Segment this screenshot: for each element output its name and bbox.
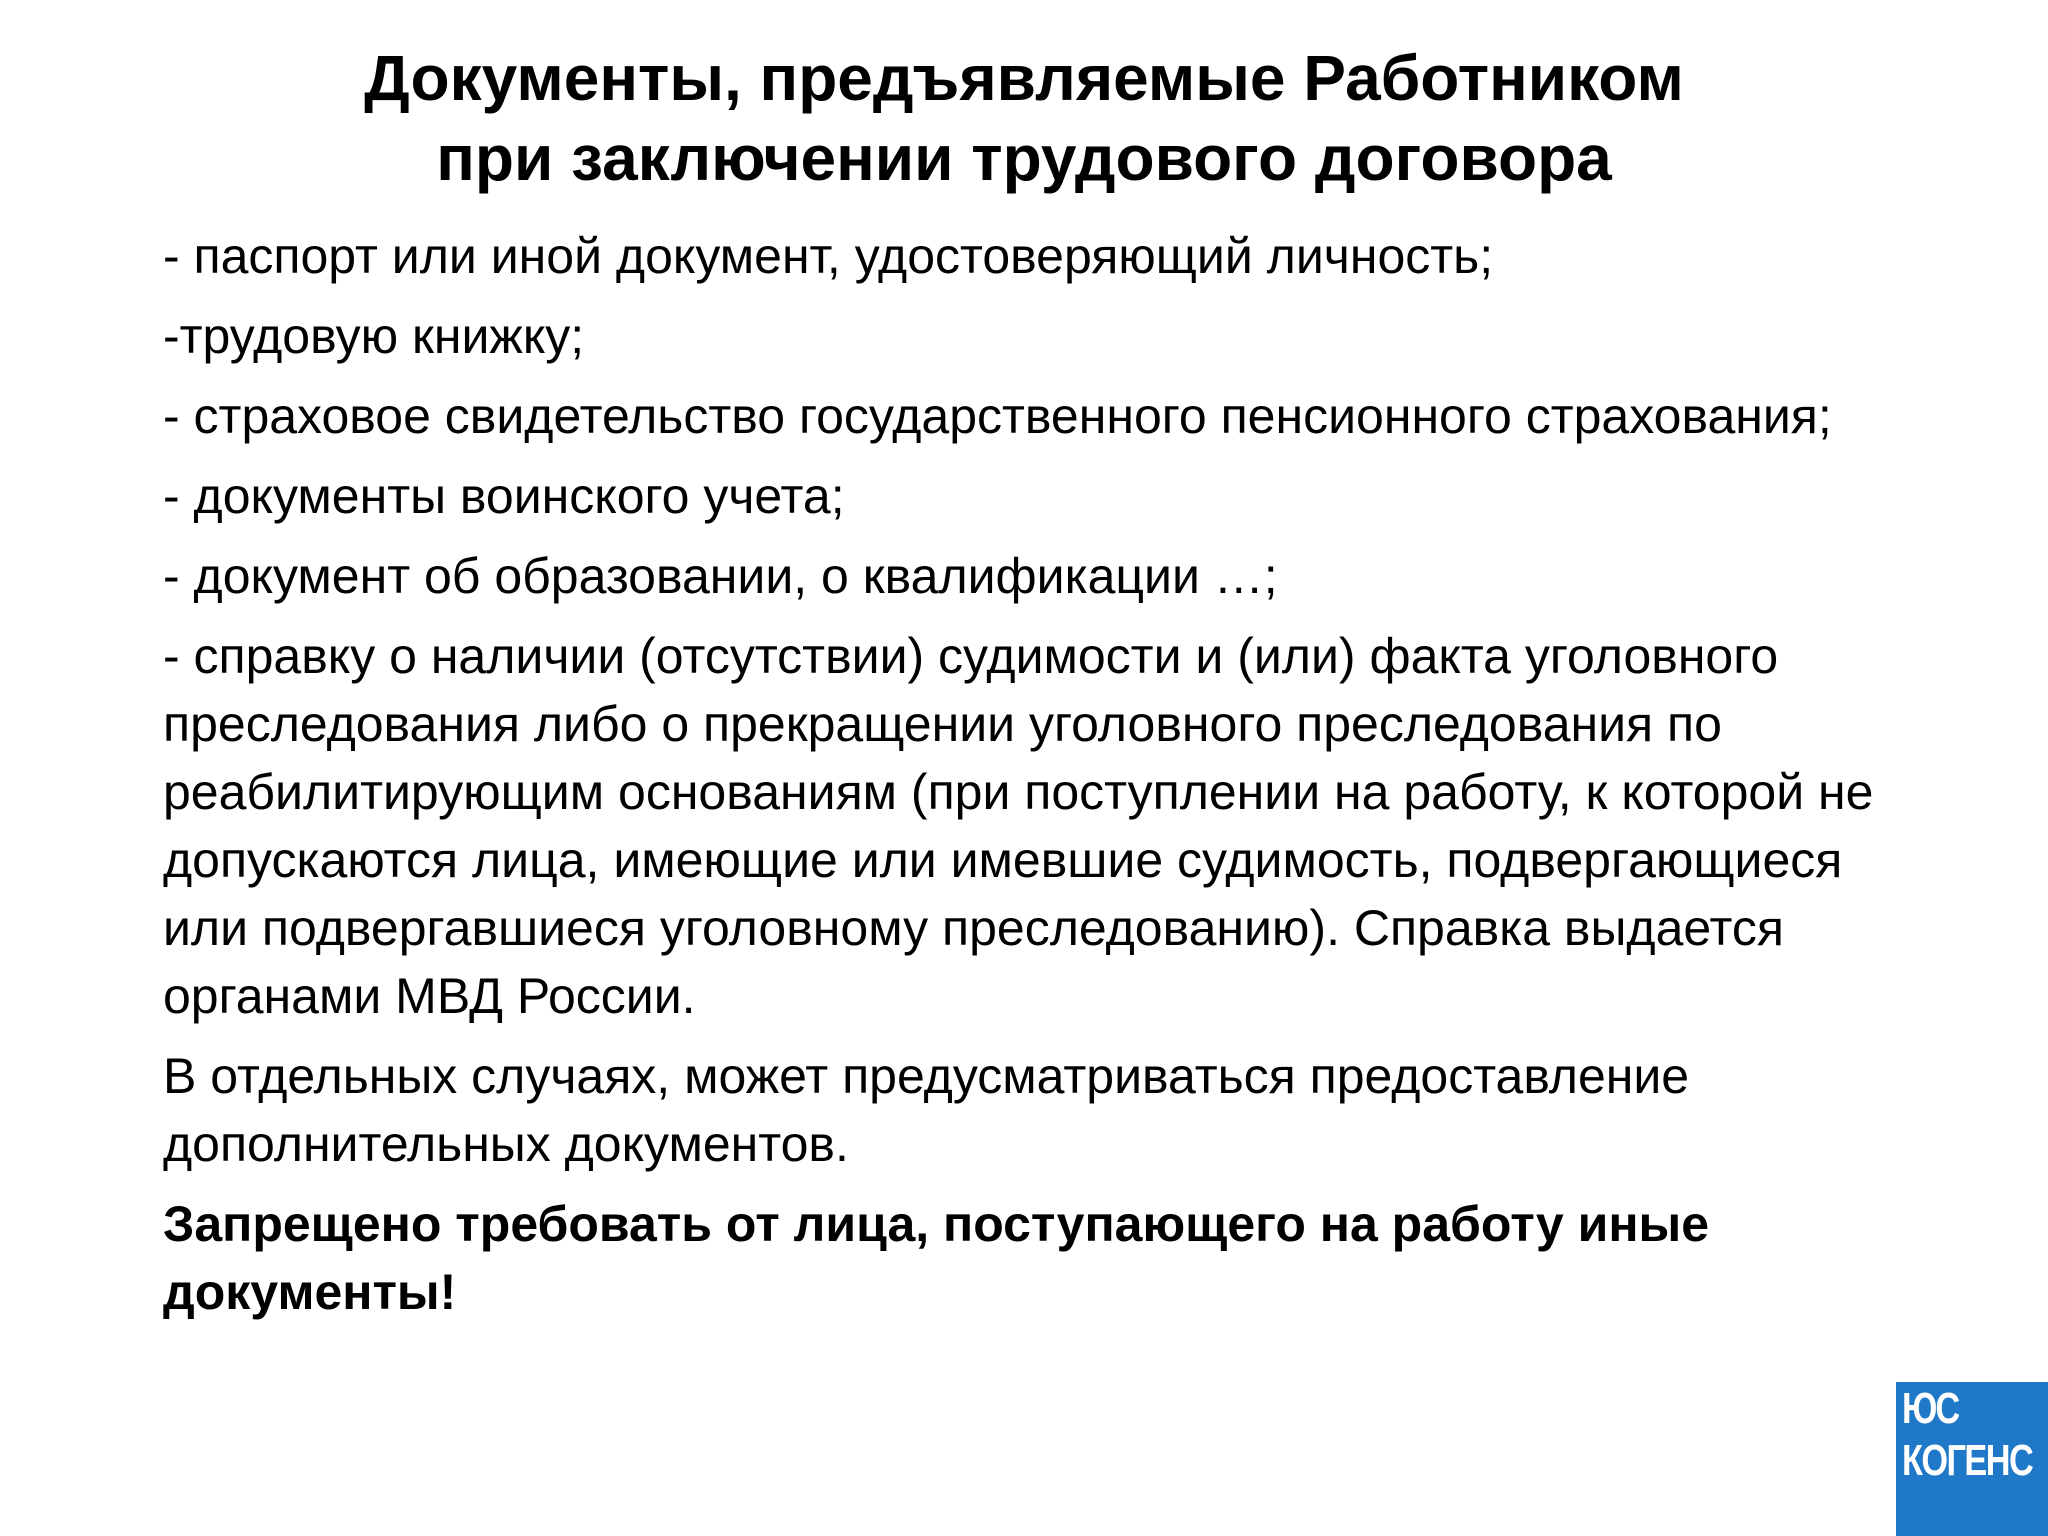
brand-logo-line-1: ЮС bbox=[1902, 1384, 1959, 1433]
list-item-military-documents: - документы воинского учета; bbox=[163, 468, 845, 524]
brand-logo bbox=[1896, 1382, 2048, 1536]
prohibition-warning: Запрещено требовать от лица, поступающего на работу иные документы! bbox=[163, 1196, 1710, 1320]
brand-logo-line-2: КОГЕНС bbox=[1902, 1436, 2033, 1485]
list-item-insurance-certificate: - страховое свидетельство государственного пенсионного страхования; bbox=[163, 388, 1832, 444]
document-list bbox=[163, 222, 1933, 1326]
list-item-passport: - паспорт или иной документ, удостоверяющий личность; bbox=[163, 228, 1494, 284]
slide-title bbox=[0, 38, 2048, 198]
list-item-criminal-record-certificate: - справку о наличии (отсутствии) судимости и (или) факта уголовного преследования либо о прекращении уголовного преследования по реабилитирующим основаниям (при поступлении на работу, к которой не допускаются лица, имеющие или имевшие судимость, подвергающиеся или подвергавшиеся уголовному преследованию). Справка выдается органами МВД России. bbox=[163, 628, 1874, 1024]
slide-title-line-2: при заключении трудового договора bbox=[436, 122, 1612, 194]
slide-title-line-1: Документы, предъявляемые Работником bbox=[364, 42, 1684, 114]
list-item-education-document: - документ об образовании, о квалификации …; bbox=[163, 548, 1278, 604]
list-item-work-book: -трудовую книжку; bbox=[163, 308, 585, 364]
additional-documents-note: В отдельных случаях, может предусматриваться предоставление дополнительных документов. bbox=[163, 1048, 1690, 1172]
